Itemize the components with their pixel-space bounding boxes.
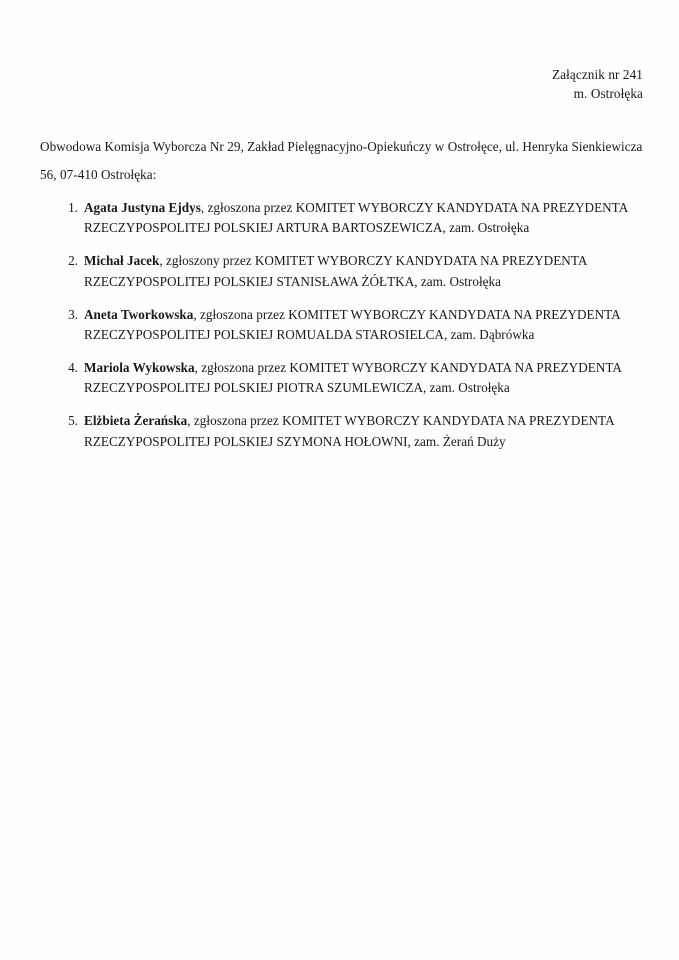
list-item	[40, 305, 652, 346]
commission-intro-paragraph: Obwodowa Komisja Wyborcza Nr 29, Zakład Pielęgnacyjno-Opiekuńczy w Ostrołęce, ul. Henryka Sienkiewicza 56, 07-410 Ostrołęka:	[40, 139, 643, 183]
member-details: , zgłoszona przez KOMITET WYBORCZY KANDYDATA NA PREZYDENTA RZECZYPOSPOLITEJ POLSKIEJ ROMUALDA STAROSIELCA, zam. Dąbrówka	[84, 306, 620, 342]
municipality-label: m. Ostrołęka	[573, 85, 643, 101]
document-header	[552, 66, 643, 103]
list-item-number: 5.	[68, 413, 78, 429]
member-list	[40, 198, 652, 452]
member-details: , zgłoszona przez KOMITET WYBORCZY KANDYDATA NA PREZYDENTA RZECZYPOSPOLITEJ POLSKIEJ PIOTRA SZUMLEWICZA, zam. Ostrołęka	[84, 359, 622, 396]
member-name: Elżbieta Żerańska	[84, 413, 188, 429]
list-item-number: 4.	[68, 359, 78, 375]
list-item	[40, 251, 652, 292]
member-name: Agata Justyna Ejdys	[84, 200, 201, 215]
list-item	[40, 411, 652, 452]
member-details: , zgłoszona przez KOMITET WYBORCZY KANDYDATA NA PREZYDENTA RZECZYPOSPOLITEJ POLSKIEJ ARTURA BARTOSZEWICZA, zam. Ostrołęka	[84, 200, 628, 236]
member-details: , zgłoszony przez KOMITET WYBORCZY KANDYDATA NA PREZYDENTA RZECZYPOSPOLITEJ POLSKIEJ STANISŁAWA ŻÓŁTKA, zam. Ostrołęka	[84, 253, 587, 289]
list-item	[40, 358, 652, 399]
list-item-number: 2.	[68, 253, 78, 269]
member-details: , zgłoszona przez KOMITET WYBORCZY KANDYDATA NA PREZYDENTA RZECZYPOSPOLITEJ POLSKIEJ SZYMONA HOŁOWNI, zam. Żerań Duży	[84, 413, 614, 449]
attachment-number: Załącznik nr 241	[552, 67, 643, 82]
member-name: Michał Jacek	[84, 253, 160, 269]
member-name: Mariola Wykowska	[84, 359, 195, 375]
list-item-number: 3.	[68, 306, 78, 322]
member-name: Aneta Tworkowska	[84, 306, 194, 322]
list-item	[40, 198, 652, 239]
list-item-number: 1.	[68, 200, 78, 215]
